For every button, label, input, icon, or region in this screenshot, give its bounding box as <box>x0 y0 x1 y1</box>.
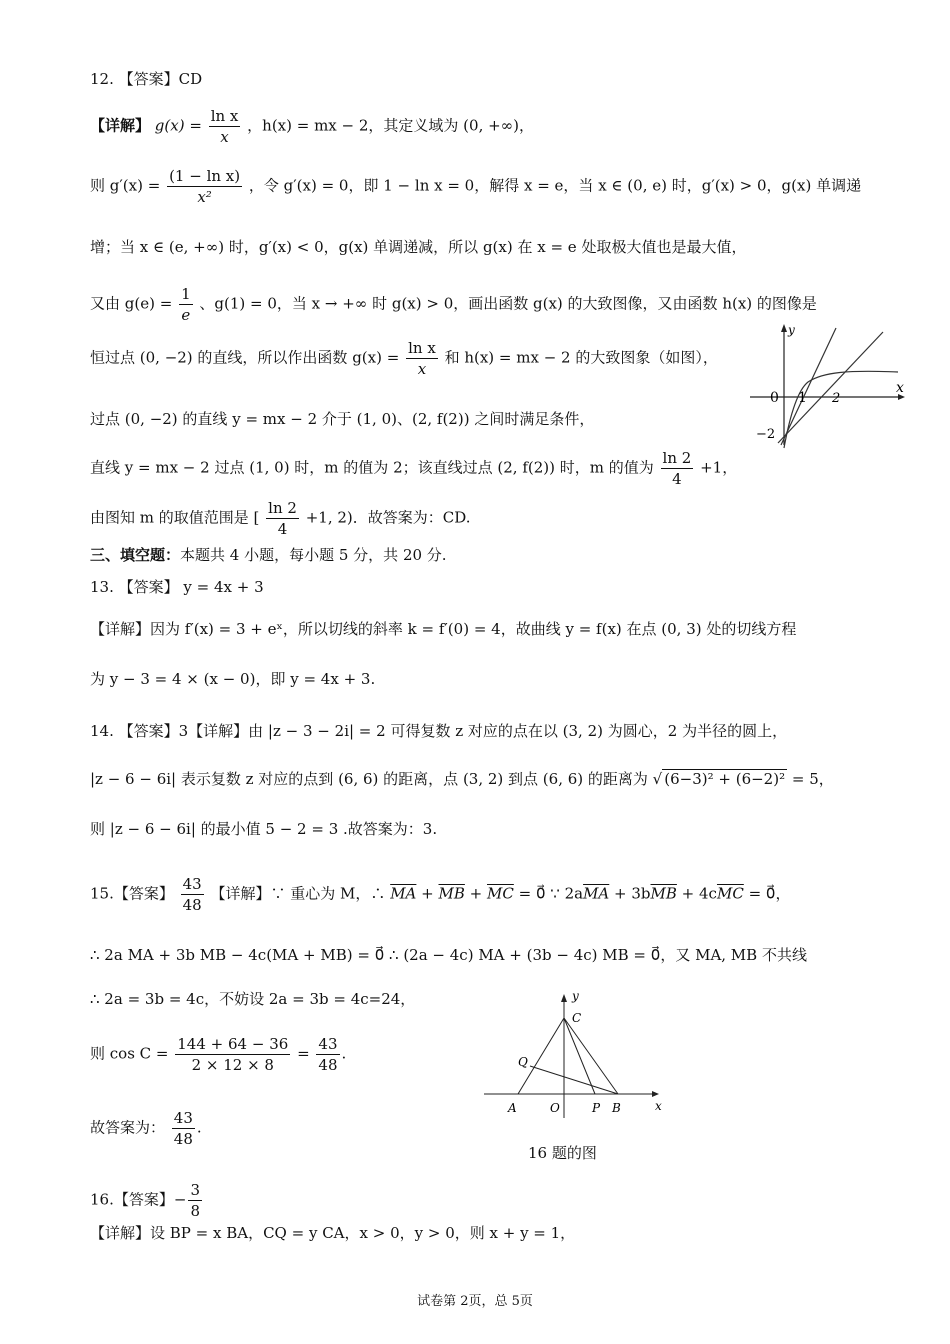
fig16-y-label: y <box>572 989 579 1003</box>
q12-frac-deriv: $\frac{\text{(1 − ln x)}}{\text{x²}}$ <box>169 167 241 206</box>
q12-line8-b: +1, 2)．故答案为：CD. <box>305 508 471 527</box>
fig16-caption: 16 题的图 <box>528 1144 597 1162</box>
q12-graph-line-m2 <box>781 328 836 445</box>
fig16-p-label: P <box>592 1101 601 1115</box>
q15-eq: = <box>297 1044 310 1063</box>
q12-line1 <box>90 106 534 147</box>
q16-answer <box>90 1180 204 1221</box>
q12-graph-g-curve <box>784 371 898 448</box>
q12-line7 <box>90 448 737 489</box>
q12-graph <box>748 320 908 450</box>
q12-line3: 增；当 x ∈ (e, +∞) 时，g′(x) < 0，g(x) 单调递减，所以 g(x) 在 x = e 处取极大值也是最大值， <box>90 238 747 256</box>
q15-line1-f: = 0⃗， <box>743 884 791 903</box>
fig16-o-label: O <box>550 1101 560 1115</box>
fig16-y-arrow <box>561 994 567 1002</box>
fig16-x-arrow <box>652 1091 659 1097</box>
q13-answer: 13. 【答案】 y = 4x + 3 <box>90 578 264 596</box>
q15-vec-ma-2: $\overline{MA}$ <box>583 884 610 903</box>
q12-line2-rest: ，令 g′(x) = 0，即 1 − ln x = 0，解得 x = e，当 x ∈ (0, e) 时，g′(x) > 0，g(x) 单调递 <box>248 176 862 195</box>
q12-frac-lnx-2: $\frac{\text{ln x}}{x}$ <box>408 339 436 378</box>
fig16-b-label: B <box>612 1101 621 1115</box>
q14-sqrt: (6−3)² + (6−2)² <box>664 770 786 788</box>
q12-line8-a: 由图知 m 的取值范围是 [ <box>90 508 260 527</box>
fig16-a-label: A <box>508 1101 517 1115</box>
q12-frac-ln2-4: $\frac{\ln 2}{4}$ <box>662 449 692 488</box>
q14-line2 <box>90 768 834 790</box>
q12-line4-a: 又由 g(e) = <box>90 294 173 313</box>
q15-line5 <box>90 1108 202 1149</box>
q15-final-dot: . <box>196 1118 202 1137</box>
q12-detail-label: 【详解】 <box>90 116 151 135</box>
q14-line2-a: |z − 6 − 6i| 表示复数 z 对应的点到 (6, 6) 的距离，点 (3, 2) 到点 (6, 6) 的距离为 √ <box>90 770 663 788</box>
section3-heading <box>90 544 447 566</box>
q15-vec-mb: $\overline{MB}$ <box>438 884 465 903</box>
q12-frac-1e: $\frac{1}{e}$ <box>181 285 191 324</box>
q16-answer-sign: − <box>173 1190 187 1209</box>
fig16-side-cb <box>564 1018 618 1094</box>
page-footer: 试卷第 2页，总 5页 <box>417 1294 533 1309</box>
q15-frac-result: $\frac{43}{48}$ <box>318 1035 338 1074</box>
q15-final-label: 故答案为： <box>90 1118 166 1137</box>
q12-g-def: g(x) = <box>154 116 202 135</box>
q12-deriv-def: 则 g′(x) = <box>90 176 161 195</box>
fig16-x-label: x <box>655 1099 662 1113</box>
q15-vec-ma: $\overline{MA}$ <box>390 884 417 903</box>
q12-graph-tick1: 1 <box>798 390 807 406</box>
q12-line7-b: +1， <box>700 458 738 477</box>
q15-cos-label: 则 cos C = <box>90 1044 169 1063</box>
q12-line2 <box>90 166 861 207</box>
fig16-segment-qb <box>530 1066 618 1094</box>
q12-line1-rest: ，h(x) = mx − 2，其定义域为 (0, +∞)， <box>247 116 535 135</box>
q15-vec-mc-2: $\overline{MC}$ <box>716 884 744 903</box>
q12-answer: 12. 【答案】CD <box>90 70 203 88</box>
q14-line2-b: = 5， <box>791 770 834 788</box>
q15-line2: ∴ 2a MA + 3b MB − 4c(MA + MB) = 0⃗ ∴ (2a − 4c) MA + (3b − 4c) MB = 0⃗，又 MA, MB 不共线 <box>90 946 807 964</box>
fig16-diagram <box>480 988 670 1118</box>
q15-vec-mb-2: $\overline{MB}$ <box>650 884 677 903</box>
q15-frac-answer: $\frac{43}{48}$ <box>182 875 202 914</box>
q12-graph-neg2: −2 <box>756 427 776 442</box>
q12-line8 <box>90 498 471 539</box>
q13-line2: 为 y − 3 = 4 × (x − 0)，即 y = 4x + 3. <box>90 670 376 688</box>
q12-graph-y-arrow <box>781 324 787 332</box>
section3-title: 三、填空题： <box>90 546 181 564</box>
q12-line7-a: 直线 y = mx − 2 过点 (1, 0) 时，m 的值为 2；该直线过点 (2, f(2)) 时，m 的值为 <box>90 458 654 477</box>
q16-line1: 【详解】设 BP = x BA，CQ = y CA，x > 0，y > 0，则 x + y = 1， <box>90 1224 576 1242</box>
q12-frac-ln2-4-b: $\frac{\ln 2}{4}$ <box>268 499 297 538</box>
q12-line5-a: 恒过点 (0, −2) 的直线，所以作出函数 g(x) = <box>90 348 400 367</box>
q12-graph-line-m-low <box>778 332 883 443</box>
fig16-q-label: Q <box>518 1055 528 1069</box>
q12-frac-lnx: $\frac{\text{ln x}}{x}$ <box>210 107 239 146</box>
q16-frac-answer: $\frac{3}{8}$ <box>190 1181 200 1220</box>
q15-line1-b: 【详解】∵ 重心为 M，∴ <box>210 884 391 903</box>
q12-graph-tick2: 2 <box>832 391 841 406</box>
q12-line4 <box>90 284 817 325</box>
q12-line6: 过点 (0, −2) 的直线 y = mx − 2 介于 (1, 0)、(2, f(2)) 之间时满足条件， <box>90 410 595 428</box>
q12-line5 <box>90 338 718 379</box>
q15-line3: ∴ 2a = 3b = 4c，不妨设 2a = 3b = 4c=24， <box>90 990 416 1008</box>
q12-graph-x-label: x <box>896 380 904 396</box>
q16-answer-label: 16.【答案】 <box>90 1190 174 1209</box>
q12-line4-b: 、g(1) = 0，当 x → +∞ 时 g(x) > 0，画出函数 g(x) 的大致图像，又由函数 h(x) 的图像是 <box>199 294 817 313</box>
q15-vec-mc: $\overline{MC}$ <box>487 884 514 903</box>
q12-graph-origin: 0 <box>770 390 779 406</box>
q15-frac-cos: $\frac{144 + 64 - 36}{2 \times 12 \times 8}$ <box>177 1035 289 1074</box>
q15-frac-final: $\frac{43}{48}$ <box>173 1109 193 1148</box>
q15-line1-d: + 3b <box>609 884 651 903</box>
q15-line1 <box>90 874 790 915</box>
q15-line4-dot: . <box>341 1044 347 1063</box>
fig16-c-label: C <box>572 1011 582 1025</box>
q15-plus2: + <box>464 884 487 903</box>
q12-graph-y-label: y <box>788 323 795 337</box>
section3-desc: 本题共 4 小题，每小题 5 分，共 20 分. <box>180 546 447 564</box>
q14-line1: 14. 【答案】3【详解】由 |z − 3 − 2i| = 2 可得复数 z 对应的点在以 (3, 2) 为圆心，2 为半径的圆上， <box>90 722 788 740</box>
q15-answer-label: 15.【答案】 <box>90 884 174 903</box>
q15-line1-e: + 4c <box>676 884 717 903</box>
q13-line1: 【详解】因为 f′(x) = 3 + eˣ，所以切线的斜率 k = f′(0) = 4，故曲线 y = f(x) 在点 (0, 3) 处的切线方程 <box>90 620 797 638</box>
q15-line1-c: = 0⃗ ∵ 2a <box>513 884 584 903</box>
q14-line3: 则 |z − 6 − 6i| 的最小值 5 − 2 = 3 .故答案为：3. <box>90 820 438 838</box>
q12-line5-b: 和 h(x) = mx − 2 的大致图象（如图）， <box>444 348 718 367</box>
q15-line4 <box>90 1034 346 1075</box>
fig16-segment-cp <box>564 1018 595 1094</box>
q15-plus1: + <box>416 884 439 903</box>
